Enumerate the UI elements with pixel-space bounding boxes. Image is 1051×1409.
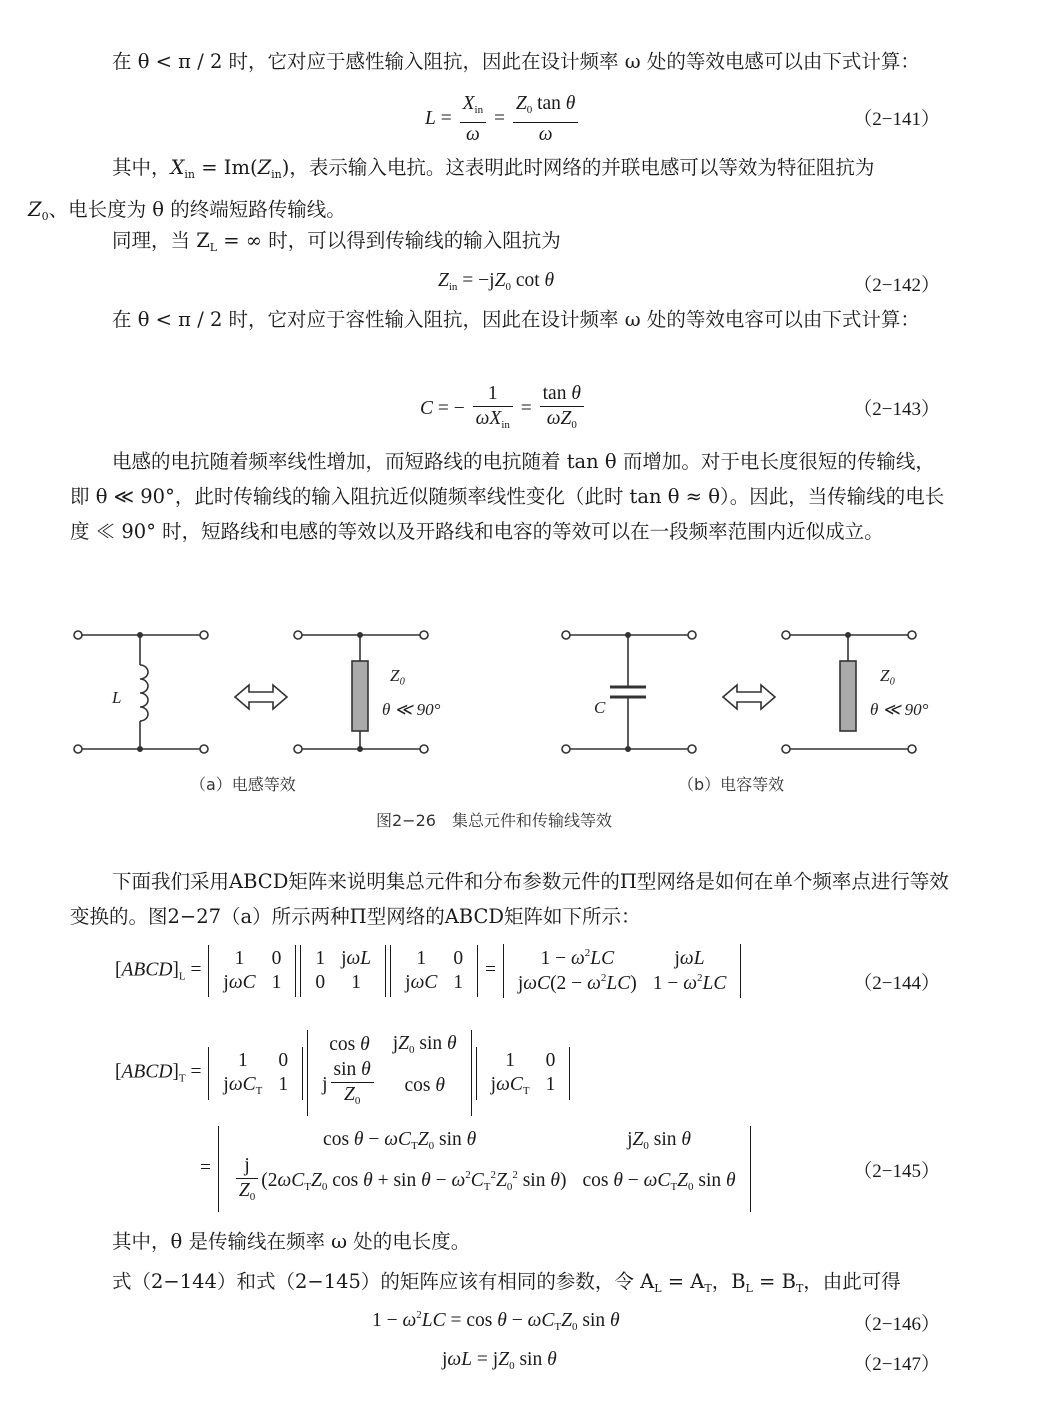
text-segment: 其中， xyxy=(112,156,171,179)
text-segment: = B xyxy=(752,1270,796,1293)
equation-body: = $\cos \theta - \omega C_TZ_0$ sin θ $jZ_0$ sin θ $\frac{j}{Z_0}$ ($2\omega C_TZ_0$ $\cos \theta + \sin \theta - \omega^2C_T^2Z_0^2$ sin θ) $\cos \theta - \omega C_TZ_0$ sin θ xyxy=(200,1126,753,1212)
figure-2-26 xyxy=(60,615,940,775)
equation-2-144 xyxy=(70,944,940,1024)
capacitor-label: C xyxy=(594,698,606,717)
subfigure-b-caption: （b）电容等效 xyxy=(678,775,785,794)
equation-number: （2−143） xyxy=(853,399,940,420)
text-segment: = A xyxy=(661,1270,705,1293)
equation-body: $j\omega L = jZ_0$ sin θ xyxy=(442,1349,557,1372)
capacitor-circuit xyxy=(562,631,696,753)
text-segment: 、电长度为 θ 的终端短路传输线。 xyxy=(48,198,346,221)
equation-body: $Z_{in} = -jZ_0$ cot θ xyxy=(438,270,555,293)
paragraph-1: 在 θ < π / 2 时，它对应于感性输入阻抗，因此在设计频率 ω 处的等效电感可以由下式计算： xyxy=(112,50,920,73)
impedance-label: Z₀ xyxy=(880,666,896,685)
text-segment: = ∞ 时，可以得到传输线的输入阻抗为 xyxy=(217,229,561,252)
equation-2-145-b xyxy=(70,1126,940,1216)
equation-body: $[ABCD]_T$ = 1 0 jωC$_T$ 1 cos θ $jZ_0$ sin θ j $\frac{\text{sin θ}}{Z_0}$ cos θ 1 0 jωC$_T$ 1 xyxy=(115,1030,572,1116)
text-segment: ，由此可得 xyxy=(803,1270,901,1293)
impedance-label: Z₀ xyxy=(390,666,406,685)
equation-number: （2−146） xyxy=(853,1314,940,1335)
electrical-length-label: θ ≪ 90° xyxy=(870,700,929,719)
paragraph-3: 同理，当 $Z_L$ = ∞ 时，可以得到传输线的输入阻抗为 xyxy=(112,229,561,254)
equation-2-145-a xyxy=(70,1030,940,1120)
equation-2-141 xyxy=(70,92,940,145)
inductor-label: L xyxy=(112,688,122,707)
paragraph-7: 其中，θ 是传输线在频率 ω 处的电长度。 xyxy=(112,1230,471,1253)
equivalence-arrow-icon xyxy=(723,685,775,709)
equivalence-arrow-icon xyxy=(235,685,287,709)
subfigure-a-caption: （a）电感等效 xyxy=(190,775,296,794)
equation-number: （2−145） xyxy=(853,1161,940,1182)
equation-number: （2−141） xyxy=(853,109,940,130)
paragraph-5: 电感的电抗随着频率线性增加，而短路线的电抗随着 tan θ 而增加。对于电长度很短的传输线，即 θ ≪ 90°，此时传输线的输入阻抗近似随频率线性变化（此时 tan θ ≈ θ）。因此，当传输线的电长度 ≪ 90° 时，短路线和电感的等效以及开路线和电容的等效可以在一段频率范围内近似成立。 xyxy=(70,450,945,543)
short-stub-circuit xyxy=(294,631,428,753)
text-segment: ，表示输入电抗。这表明此时网络的并联电感可以等效为特征阻抗为 xyxy=(289,156,875,179)
text-segment: ，B xyxy=(711,1270,746,1293)
text-segment: 式（2−144）和式（2−145）的矩阵应该有相同的参数，令 A xyxy=(112,1270,655,1293)
equation-number: （2−142） xyxy=(853,275,940,296)
inductor-circuit xyxy=(74,631,208,753)
electrical-length-label: θ ≪ 90° xyxy=(382,700,441,719)
equation-2-143 xyxy=(70,382,940,431)
text-segment: 同理，当 Z xyxy=(112,229,210,252)
paragraph-6: 下面我们采用ABCD矩阵来说明集总元件和分布参数元件的Π型网络是如何在单个频率点进行等效变换的。图2−27（a）所示两种Π型网络的ABCD矩阵如下所示： xyxy=(70,870,949,928)
figure-caption: 图2−26 集总元件和传输线等效 xyxy=(376,811,612,830)
equation-body: $[ABCD]_L$ = 1 0 jωC 1 1 jωL 0 1 1 0 jωC 1 = $1 - \omega^2LC$ jωL $j\omega C(2 - \omega^2LC)$ $1 - \omega^2LC$ xyxy=(115,944,743,998)
open-stub-circuit xyxy=(782,631,916,753)
equation-number: （2−147） xyxy=(853,1354,940,1375)
equation-2-147 xyxy=(70,1347,940,1387)
paragraph-2: 其中，$X_{in} = Im(Z_{in})$，表示输入电抗。这表明此时网络的并联电感可以等效为特征阻抗为 $Z_0$、电长度为 θ 的终端短路传输线。 xyxy=(28,156,875,223)
equation-body: L = $\frac{X_{in}}{\omega}$ = $\frac{Z_0 \tan \theta}{\omega}$ xyxy=(425,92,581,147)
equation-number: （2−144） xyxy=(853,973,940,994)
paragraph-4: 在 θ < π / 2 时，它对应于容性输入阻抗，因此在设计频率 ω 处的等效电容可以由下式计算： xyxy=(112,308,920,331)
equation-body: C = − $\frac{1}{\omega X_{in}}$ = $\frac{\text{tan θ}}{\omega Z_0}$ xyxy=(420,382,587,437)
equation-2-146 xyxy=(70,1307,940,1347)
paragraph-8: 式（2−144）和式（2−145）的矩阵应该有相同的参数，令 $A_L = A_T$，$B_L = B_T$，由此可得 xyxy=(112,1270,901,1295)
equation-body: $1 - \omega^2LC = \cos \theta - \omega C_TZ_0$ sin θ xyxy=(372,1309,620,1333)
